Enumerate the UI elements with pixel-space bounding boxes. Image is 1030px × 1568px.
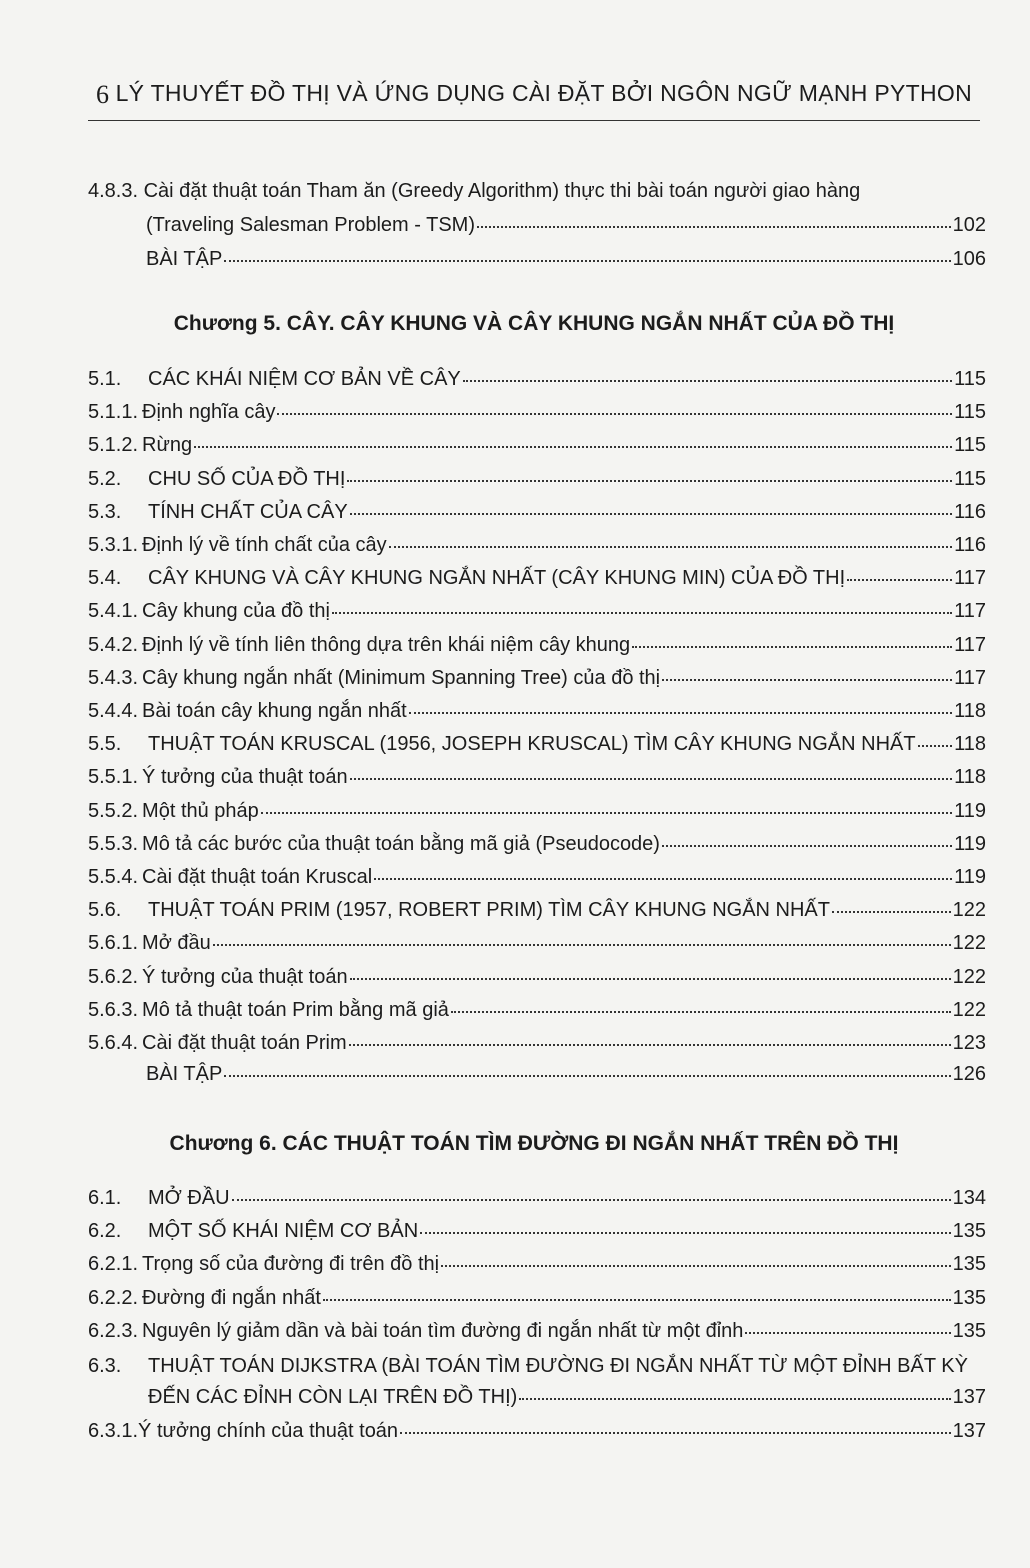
toc-entry-title: THUẬT TOÁN DIJKSTRA (BÀI TOÁN TÌM ĐƯỜNG ĐI NGẮN NHẤT TỪ MỘT ĐỈNH BẤT KỲ — [148, 1355, 968, 1377]
leader-dots — [918, 745, 953, 747]
toc-entry-number: 6.2.3. — [88, 1319, 139, 1342]
toc-entry-title: Cây khung của đồ thị — [142, 600, 330, 623]
toc-entry-page: 122 — [952, 932, 986, 955]
toc-entry-page: 122 — [952, 965, 986, 988]
toc-entry-title: Định lý về tính chất của cây — [142, 534, 387, 556]
toc-entry-page: 106 — [952, 248, 986, 270]
leader-dots — [350, 978, 951, 980]
leader-dots — [409, 712, 952, 714]
toc-entry-page: 115 — [954, 401, 986, 424]
toc-entry-page: 118 — [954, 733, 986, 756]
toc-entry-title: Cài đặt thuật toán Prim — [142, 1032, 347, 1054]
toc-entry-title: CÁC KHÁI NIỆM CƠ BẢN VỀ CÂY — [148, 368, 461, 390]
leader-dots — [224, 1075, 950, 1077]
toc-entry-number: 5.1.2. — [88, 434, 139, 457]
toc-entry-6-3-1 — [88, 1420, 986, 1452]
toc-entry-title: MỘT SỐ KHÁI NIỆM CƠ BẢN — [148, 1220, 419, 1243]
toc-entry-number: 5.6.1. — [88, 932, 139, 955]
toc-entry-page: 137 — [952, 1420, 986, 1442]
toc-entry-title: (Traveling Salesman Problem - TSM) — [146, 214, 475, 236]
toc-entry-number: 5.6.4. — [88, 1032, 139, 1054]
leader-dots — [477, 226, 951, 228]
leader-dots — [832, 911, 951, 913]
toc-entry-page: 135 — [952, 1220, 986, 1243]
toc-entry-page: 119 — [954, 799, 986, 822]
leader-dots — [745, 1332, 950, 1334]
toc-entry-title: Một thủ pháp — [142, 799, 259, 822]
toc-entry-page: 116 — [954, 500, 986, 523]
toc-entry — [88, 1320, 986, 1352]
toc-entry — [88, 1220, 986, 1252]
toc-entry-page: 119 — [954, 832, 986, 855]
toc-entry — [88, 833, 986, 865]
toc-entry — [88, 1253, 986, 1285]
toc-entry-number: 5.2. — [88, 467, 122, 490]
toc-entry-title: Mở đầu — [142, 932, 211, 955]
toc-entry-exercise-ch5 — [88, 1063, 986, 1095]
toc-entry-title: Trọng số của đường đi trên đồ thị — [142, 1253, 440, 1276]
toc-entry-title: Mô tả các bước của thuật toán bằng mã giả (Pseudocode) — [142, 832, 660, 855]
leader-dots — [389, 546, 952, 548]
leader-dots — [350, 513, 952, 515]
toc-entry-number: 5.3. — [88, 500, 122, 523]
chapter-6-heading: Chương 6. CÁC THUẬT TOÁN TÌM ĐƯỜNG ĐI NGẮN NHẤT TRÊN ĐỒ THỊ — [169, 1132, 899, 1155]
leader-dots — [194, 446, 952, 448]
toc-entry-page: 135 — [952, 1319, 986, 1342]
toc-entry-title: Cài đặt thuật toán Kruscal — [142, 866, 373, 888]
page-number: 6 — [96, 80, 109, 109]
toc-entry-number: 6.1. — [88, 1187, 122, 1209]
toc-entry-title: Nguyên lý giảm dần và bài toán tìm đường đi ngắn nhất từ một đỉnh — [142, 1319, 744, 1342]
leader-dots — [349, 1044, 951, 1046]
toc-entry — [88, 368, 986, 400]
toc-entry-6-3-line1 — [88, 1355, 986, 1387]
toc-entry-number: 5.1. — [88, 368, 122, 390]
toc-entry-title: Cây khung ngắn nhất (Minimum Spanning Tree) của đồ thị — [142, 666, 661, 689]
toc-entry-4-8-3-line1: 4.8.3. Cài đặt thuật toán Tham ăn (Greedy Algorithm) thực thi bài toán người giao hàng — [88, 180, 861, 202]
leader-dots — [277, 413, 952, 415]
toc-entry-number: 5.5.1. — [88, 766, 139, 789]
leader-dots — [441, 1265, 951, 1267]
toc-entry-page: 122 — [952, 998, 986, 1021]
toc-entry — [88, 1187, 986, 1219]
toc-entry-page: 126 — [952, 1063, 986, 1085]
toc-entry-number: 6.2. — [88, 1220, 122, 1243]
toc-entry-page: 118 — [954, 766, 986, 789]
toc-entry-page: 118 — [954, 700, 986, 722]
toc-entry-title: CÂY KHUNG VÀ CÂY KHUNG NGẮN NHẤT (CÂY KHUNG MIN) CỦA ĐỒ THỊ — [148, 567, 846, 590]
toc-entry-4-8-3-line2 — [88, 214, 986, 246]
leader-dots — [420, 1232, 950, 1234]
toc-entry-title: MỞ ĐẦU — [148, 1187, 230, 1209]
toc-entry-title: Đường đi ngắn nhất — [142, 1286, 321, 1309]
leader-dots — [662, 845, 952, 847]
toc-entry-title: Ý tưởng của thuật toán — [142, 766, 348, 789]
toc-entry-title: Rừng — [142, 434, 193, 457]
toc-entry-page: 115 — [954, 467, 986, 490]
toc-entry — [88, 468, 986, 500]
leader-dots — [261, 812, 952, 814]
toc-entry-page: 116 — [954, 534, 986, 556]
toc-entry — [88, 800, 986, 832]
toc-entry-number: 5.1.1. — [88, 401, 139, 424]
toc-entry-number: 5.4. — [88, 567, 122, 590]
leader-dots — [347, 480, 952, 482]
leader-dots — [323, 1299, 951, 1301]
toc-entry-exercise-ch4 — [88, 248, 986, 280]
toc-entry-title: Mô tả thuật toán Prim bằng mã giả — [142, 998, 449, 1021]
leader-dots — [350, 778, 953, 780]
toc-entry-page: 102 — [952, 214, 986, 236]
toc-entry — [88, 1287, 986, 1319]
toc-entry-title: ĐẾN CÁC ĐỈNH CÒN LẠI TRÊN ĐỒ THỊ) — [148, 1386, 518, 1408]
toc-entry-page: 137 — [952, 1386, 986, 1408]
toc-entry — [88, 634, 986, 666]
toc-entry — [88, 700, 986, 732]
toc-entry-number: 5.5.3. — [88, 832, 139, 855]
leader-dots — [213, 944, 951, 946]
toc-entry-page: 135 — [952, 1286, 986, 1309]
toc-entry-number: 5.4.3. — [88, 666, 139, 689]
toc-entry-page: 134 — [952, 1187, 986, 1209]
toc-entry-number: 6.3. — [88, 1355, 122, 1377]
toc-entry-title: THUẬT TOÁN PRIM (1957, ROBERT PRIM) TÌM CÂY KHUNG NGẮN NHẤT — [148, 899, 830, 922]
toc-entry-page: 117 — [954, 567, 986, 590]
toc-entry-page: 135 — [952, 1253, 986, 1276]
toc-entry-number: 5.3.1. — [88, 534, 139, 556]
toc-entry-number: 5.5. — [88, 733, 122, 756]
toc-entry-number: 5.6. — [88, 899, 122, 922]
toc-entry — [88, 434, 986, 466]
toc-entry-page: 115 — [954, 434, 986, 457]
toc-entry — [88, 932, 986, 964]
toc-entry — [88, 600, 986, 632]
toc-entry-title: Bài toán cây khung ngắn nhất — [142, 700, 407, 722]
toc-entry-number: 6.2.2. — [88, 1286, 139, 1309]
toc-entry — [88, 567, 986, 599]
toc-entry-number: 5.4.4. — [88, 700, 139, 722]
toc-entry-title: Ý tưởng của thuật toán — [142, 965, 348, 988]
toc-entry — [88, 999, 986, 1031]
toc-entry-title: Định lý về tính liên thông dựa trên khái niệm cây khung — [142, 633, 631, 656]
toc-entry — [88, 501, 986, 533]
leader-dots — [463, 380, 952, 382]
toc-entry-page: 122 — [952, 899, 986, 922]
toc-entry-number: 5.4.2. — [88, 633, 139, 656]
toc-entry-title: BÀI TẬP — [146, 248, 223, 270]
toc-entry-number: 5.6.2. — [88, 965, 139, 988]
leader-dots — [232, 1199, 951, 1201]
toc-entry — [88, 401, 986, 433]
toc-entry-page: 123 — [952, 1032, 986, 1054]
toc-entry-title: THUẬT TOÁN KRUSCAL (1956, JOSEPH KRUSCAL) TÌM CÂY KHUNG NGẮN NHẤT — [148, 733, 916, 756]
toc-entry-number: 5.6.3. — [88, 998, 139, 1021]
toc-entry — [88, 733, 986, 765]
toc-entry-number: 5.4.1. — [88, 600, 139, 623]
toc-entry — [88, 766, 986, 798]
chapter-5-heading: Chương 5. CÂY. CÂY KHUNG VÀ CÂY KHUNG NGẮN NHẤT CỦA ĐỒ THỊ — [173, 312, 895, 335]
leader-dots — [451, 1011, 951, 1013]
toc-entry-title: Định nghĩa cây — [142, 401, 276, 424]
leader-dots — [519, 1398, 950, 1400]
leader-dots — [224, 260, 950, 262]
toc-entry — [88, 966, 986, 998]
toc-entry — [88, 1032, 986, 1064]
leader-dots — [374, 878, 952, 880]
toc-entry-number: 6.2.1. — [88, 1253, 139, 1276]
toc-entry-number: 6.3.1. — [88, 1420, 139, 1442]
toc-entry — [88, 899, 986, 931]
toc-entry-number: 5.5.2. — [88, 799, 139, 822]
leader-dots — [332, 612, 952, 614]
leader-dots — [400, 1432, 951, 1434]
toc-entry-page: 119 — [954, 866, 986, 888]
toc-entry-page: 117 — [954, 600, 986, 623]
toc-entry-title: CHU SỐ CỦA ĐỒ THỊ — [148, 467, 346, 490]
toc-entry-number: 5.5.4. — [88, 866, 139, 888]
toc-entry — [88, 667, 986, 699]
page-header — [88, 76, 980, 121]
leader-dots — [662, 679, 952, 681]
leader-dots — [632, 646, 952, 648]
toc-entry-6-3-line2 — [88, 1386, 986, 1418]
toc-entry — [88, 534, 986, 566]
toc-entry-page: 117 — [954, 633, 986, 656]
toc-entry-page: 115 — [954, 368, 986, 390]
toc-entry-title: TÍNH CHẤT CỦA CÂY — [148, 500, 348, 523]
running-title: LÝ THUYẾT ĐỒ THỊ VÀ ỨNG DỤNG CÀI ĐẶT BỞI NGÔN NGỮ MẠNH PYTHON — [115, 80, 972, 106]
toc-entry — [88, 866, 986, 898]
toc-entry-title: Ý tưởng chính của thuật toán — [138, 1420, 399, 1442]
leader-dots — [847, 579, 952, 581]
toc-entry-title: BÀI TẬP — [146, 1063, 223, 1085]
toc-entry-page: 117 — [954, 666, 986, 689]
